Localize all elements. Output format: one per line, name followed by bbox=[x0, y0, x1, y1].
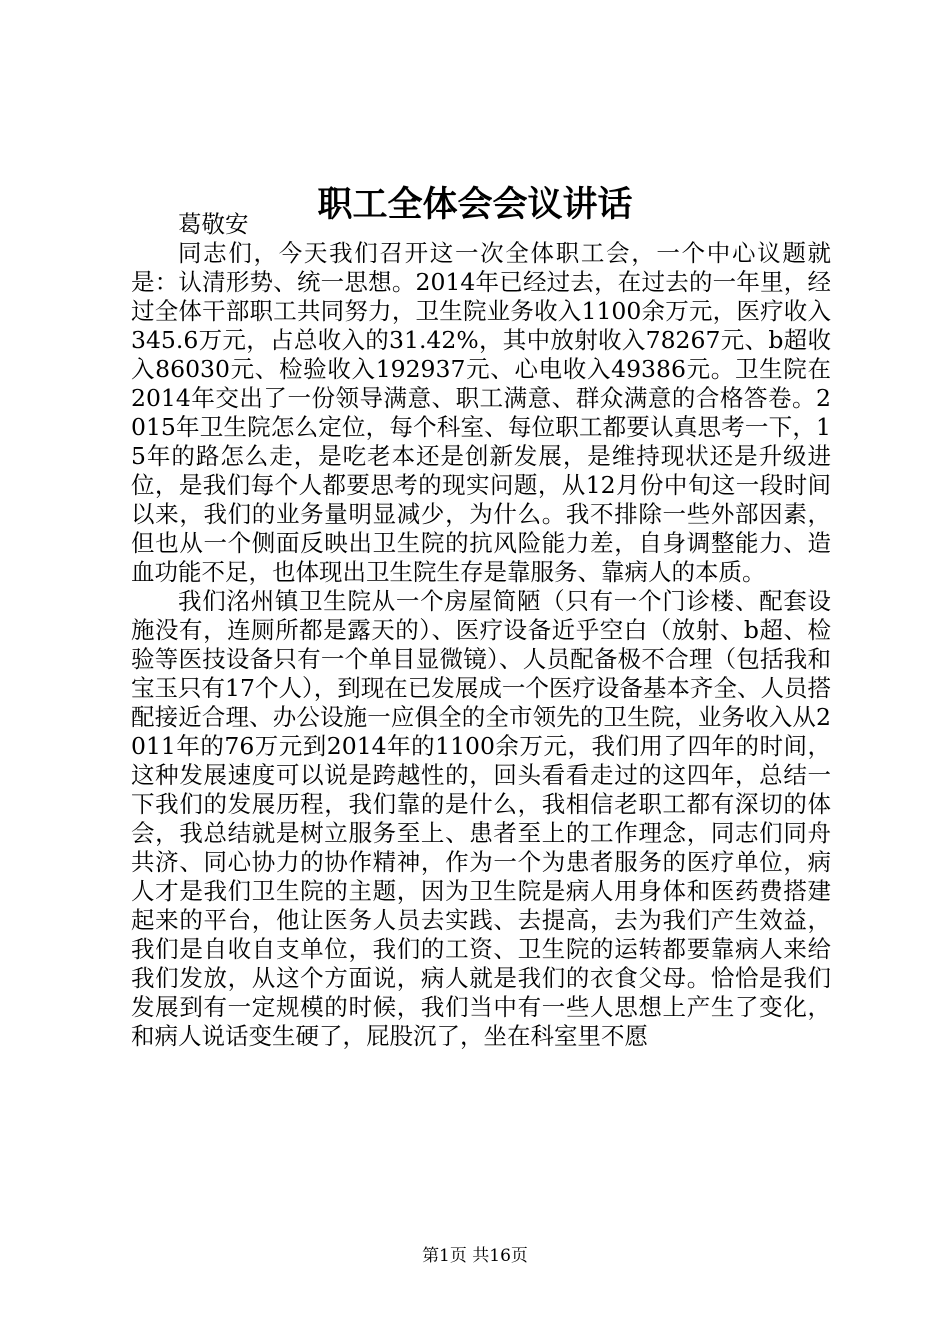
author-name: 葛敬安 bbox=[178, 210, 249, 238]
document-title: 职工全体会会议讲话 bbox=[317, 184, 633, 225]
page-number-footer: 第1页 共16页 bbox=[422, 1246, 528, 1266]
body-paragraph: 同志们，今天我们召开这一次全体职工会，一个中心议题就是：认清形势、统一思想。2014年已经过去，在过去的一年里，经过全体干部职工共同努力，卫生院业务收入1100余万元，医疗收入345.6万元，占总收入的31.42%，其中放射收入78267元、b超收入86030元、检验收入192937元、心电收入49386元。卫生院在2014年交出了一份领导满意、职工满意、群众满意的合格答卷。2015年卫生院怎么定位，每个科室、每位职工都要认真思考一下，15年的路怎么走，是吃老本还是创新发展，是维持现状还是升级进位，是我们每个人都要思考的现实问题，从12月份中旬这一段时间以来，我们的业务量明显减少，为什么。我不排除一些外部因素，但也从一个侧面反映出卫生院的抗风险能力差，自身调整能力、造血功能不足，也体现出卫生院生存是靠服务、靠病人的本质。 bbox=[131, 239, 831, 586]
document-body bbox=[131, 210, 831, 1051]
body-paragraph: 我们洺州镇卫生院从一个房屋简陋（只有一个门诊楼、配套设施没有，连厕所都是露天的）、医疗设备近乎空白（放射、b超、检验等医技设备只有一个单目显微镜）、人员配备极不合理（包括我和宝玉只有17个人），到现在已发展成一个医疗设备基本齐全、人员搭配接近合理、办公设施一应俱全的全市领先的卫生院，业务收入从2011年的76万元到2014年的1100余万元，我们用了四年的时间，这种发展速度可以说是跨越性的，回头看看走过的这四年，总结一下我们的发展历程，我们靠的是什么，我相信老职工都有深切的体会，我总结就是树立服务至上、患者至上的工作理念，同志们同舟共济、同心协力的协作精神，作为一个为患者服务的医疗单位，病人才是我们卫生院的主题，因为卫生院是病人用身体和医药费搭建起来的平台，他让医务人员去实践、去提高，去为我们产生效益，我们是自收自支单位，我们的工资、卫生院的运转都要靠病人来给我们发放，从这个方面说，病人就是我们的衣食父母。恰恰是我们发展到有一定规模的时候，我们当中有一些人思想上产生了变化，和病人说话变生硬了，屁股沉了，坐在科室里不愿 bbox=[131, 587, 831, 1050]
